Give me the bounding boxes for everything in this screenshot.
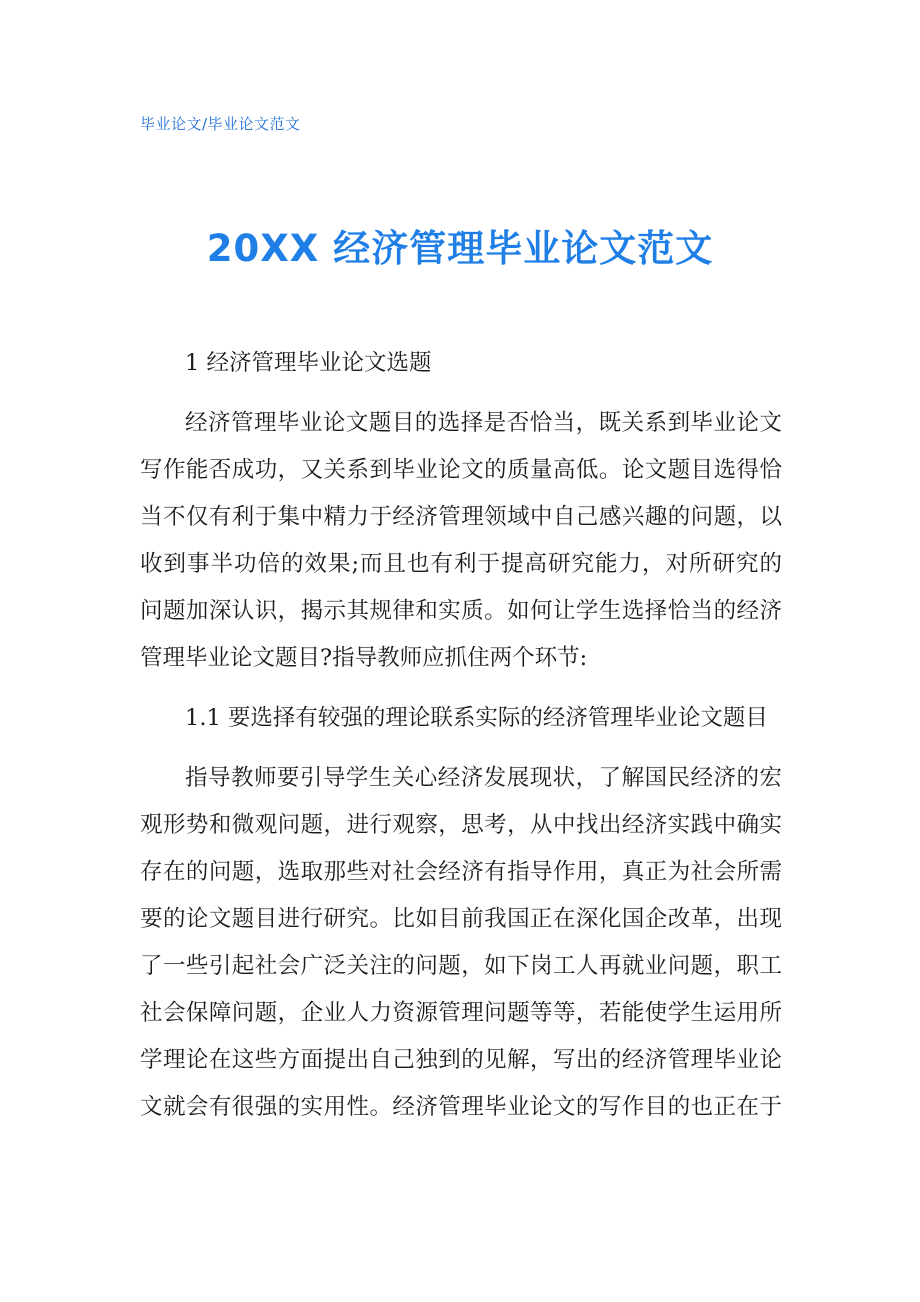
paragraph-2 [140,755,782,1131]
section-heading-1-1: 1.1 要选择有较强的理论联系实际的经济管理毕业论文题目 [185,705,768,731]
paragraph-line: 写作能否成功，又关系到毕业论文的质量高低。论文题目选得恰 [140,457,782,483]
paragraph-line: 了一些引起社会广泛关注的问题，如下岗工人再就业问题，职工 [140,953,782,979]
paragraph-line: 指导教师要引导学生关心经济发展现状，了解国民经济的宏 [185,765,782,791]
paragraph-1 [140,400,782,682]
paragraph-line: 社会保障问题，企业人力资源管理问题等等，若能使学生运用所 [140,1000,782,1026]
paragraph-line: 当不仅有利于集中精力于经济管理领域中自己感兴趣的问题，以 [140,504,782,530]
paragraph-line: 问题加深认识，揭示其规律和实质。如何让学生选择恰当的经济 [140,598,782,624]
paragraph-line: 收到事半功倍的效果;而且也有利于提高研究能力，对所研究的 [140,551,782,577]
paragraph-line: 学理论在这些方面提出自己独到的见解，写出的经济管理毕业论 [140,1047,782,1073]
paragraph-line: 要的论文题目进行研究。比如目前我国正在深化国企改革，出现 [140,906,782,932]
breadcrumb[interactable]: 毕业论文/毕业论文范文 [140,115,301,133]
paragraph-line: 观形势和微观问题，进行观察，思考，从中找出经济实践中确实 [140,812,782,838]
document-title: 20XX 经济管理毕业论文范文 [206,227,714,270]
paragraph-line: 管理毕业论文题目?指导教师应抓住两个环节: [140,645,588,671]
paragraph-line: 存在的问题，选取那些对社会经济有指导作用，真正为社会所需 [140,859,782,885]
paragraph-line: 文就会有很强的实用性。经济管理毕业论文的写作目的也正在于 [140,1094,782,1120]
document-body [140,340,782,1144]
paragraph-line: 经济管理毕业论文题目的选择是否恰当，既关系到毕业论文 [185,410,782,436]
section-heading-1: 1 经济管理毕业论文选题 [185,350,432,376]
